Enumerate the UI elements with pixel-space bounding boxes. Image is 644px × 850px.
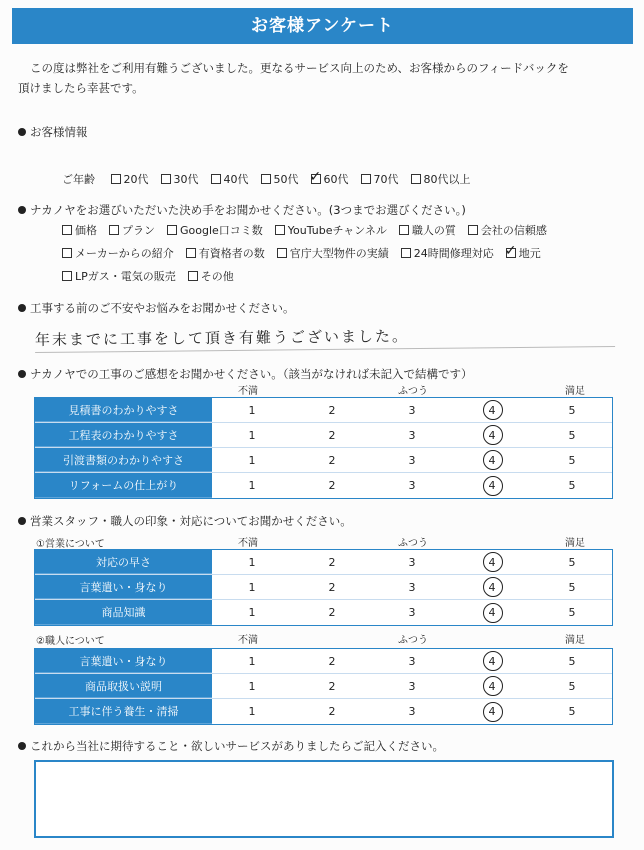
rating-option[interactable]: 2 <box>328 429 336 442</box>
intro-text <box>18 58 630 98</box>
checkbox[interactable] <box>161 174 171 184</box>
checkbox-option[interactable] <box>411 171 471 187</box>
rating-row-label: 見積書のわかりやすさ <box>35 398 212 422</box>
reason-row-2 <box>62 245 553 261</box>
rating-option[interactable]: 4 <box>452 448 532 472</box>
checkbox-option[interactable] <box>399 222 456 238</box>
rating-option[interactable]: 4 <box>452 473 532 498</box>
checkbox-label: 24時間修理対応 <box>413 247 494 260</box>
rating-row <box>35 649 612 674</box>
checkbox-label: 有資格者の数 <box>198 247 265 260</box>
rating-row <box>35 423 612 448</box>
rating-option[interactable]: 5 <box>568 454 576 467</box>
rating-row <box>35 448 612 473</box>
checkbox-label: Google口コミ数 <box>180 224 263 237</box>
rating-option[interactable]: 3 <box>408 429 416 442</box>
rating-option[interactable]: 3 <box>408 556 416 569</box>
rating-option[interactable]: 1 <box>248 556 256 569</box>
rating-row <box>35 473 612 498</box>
rating-row <box>35 699 612 724</box>
sales-table <box>34 549 613 626</box>
rating-option[interactable]: 4 <box>452 575 532 599</box>
rating-option[interactable]: 1 <box>248 581 256 594</box>
scale-mid: ふつう <box>398 635 428 646</box>
checkbox-option[interactable] <box>167 222 263 238</box>
staff-heading: 営業スタッフ・職人の印象・対応についてお聞かせください。 <box>18 513 352 529</box>
checkmark-icon: ✓ <box>504 243 517 259</box>
checkbox[interactable] <box>211 174 221 184</box>
checkbox-option[interactable] <box>311 171 349 187</box>
checkbox[interactable] <box>62 271 72 281</box>
rating-row <box>35 550 612 575</box>
rating-option[interactable]: 5 <box>568 429 576 442</box>
checkbox-option[interactable] <box>111 171 149 187</box>
scale-labels-3 <box>0 631 644 645</box>
rating-option[interactable]: 5 <box>568 680 576 693</box>
concerns-heading: 工事する前のご不安やお悩みをお聞かせください。 <box>18 300 295 316</box>
checkbox[interactable] <box>186 248 196 258</box>
scale-high: 満足 <box>565 538 585 549</box>
checkbox-label: 職人の質 <box>411 224 456 237</box>
checkbox-label: 40代 <box>223 173 249 186</box>
rating-row <box>35 575 612 600</box>
rating-option[interactable]: 5 <box>568 479 576 492</box>
age-label: ご年齢 <box>62 173 95 186</box>
bullet-icon <box>18 517 26 525</box>
checkbox-option[interactable] <box>186 245 265 261</box>
scale-low: 不満 <box>238 386 258 397</box>
intro-line-1: この度は弊社をご利用有難うございました。更なるサービス向上のため、お客様からのフィードバックを <box>30 61 569 75</box>
rating-option[interactable]: 5 <box>568 556 576 569</box>
rating-option[interactable]: 2 <box>328 606 336 619</box>
rating-option[interactable]: 2 <box>328 556 336 569</box>
rating-option[interactable]: 3 <box>408 606 416 619</box>
rating-row <box>35 398 612 423</box>
concerns-answer: 年末までに工事をして頂き有難うございました。 <box>35 323 615 353</box>
checkbox[interactable] <box>62 248 72 258</box>
rating-option[interactable]: 5 <box>568 606 576 619</box>
checkbox-label: YouTubeチャンネル <box>287 224 387 237</box>
rating-option[interactable]: 5 <box>568 404 576 417</box>
rating-row-label: 工程表のわかりやすさ <box>35 423 212 447</box>
checkbox-option[interactable] <box>62 268 176 284</box>
rating-option[interactable]: 4 <box>452 550 532 574</box>
reason-heading: ナカノヤをお選びいただいた決め手をお聞かせください。(3つまでお選びください。) <box>18 202 466 218</box>
rating-row-label: 言葉遣い・身なり <box>35 649 212 673</box>
checkbox-label: 地元 <box>518 247 541 260</box>
rating-row-label: リフォームの仕上がり <box>35 473 212 498</box>
checkbox-label: 官庁大型物件の実績 <box>289 247 389 260</box>
checkbox[interactable] <box>261 174 271 184</box>
scale-low: 不満 <box>238 538 258 549</box>
checkbox[interactable] <box>277 248 287 258</box>
rating-option[interactable]: 5 <box>568 705 576 718</box>
checkbox-label: 50代 <box>273 173 299 186</box>
rating-option[interactable]: 2 <box>328 655 336 668</box>
checkbox-option[interactable] <box>161 171 199 187</box>
customer-info-heading: お客様情報 <box>18 124 88 140</box>
checkbox[interactable] <box>411 174 421 184</box>
checkbox[interactable] <box>111 174 121 184</box>
rating-option[interactable]: 1 <box>248 680 256 693</box>
rating-option[interactable]: 4 <box>452 649 532 673</box>
rating-option[interactable]: 4 <box>452 423 532 447</box>
checkbox-option[interactable] <box>188 268 234 284</box>
rating-option[interactable]: 3 <box>408 705 416 718</box>
rating-option[interactable]: 1 <box>248 404 256 417</box>
rating-option[interactable]: 2 <box>328 705 336 718</box>
checkbox-option[interactable] <box>62 222 97 238</box>
craft-table <box>34 648 613 725</box>
survey-title: お客様アンケート <box>12 8 633 44</box>
checkbox-label: 会社の信頼感 <box>480 224 547 237</box>
checkmark-icon: ✓ <box>309 169 322 185</box>
reason-row-3 <box>62 268 246 284</box>
rating-option[interactable]: 1 <box>248 429 256 442</box>
checkbox-label: メーカーからの紹介 <box>75 247 174 260</box>
rating-option[interactable]: 5 <box>568 655 576 668</box>
checkbox[interactable] <box>399 225 409 235</box>
sales-subtitle: ①営業について <box>36 539 105 550</box>
rating-option[interactable]: 1 <box>248 479 256 492</box>
checkbox-label: その他 <box>200 270 234 283</box>
impression-table <box>34 397 613 499</box>
checkbox-option[interactable] <box>401 245 494 261</box>
checkbox-option[interactable] <box>506 245 541 261</box>
checkbox-checked[interactable] <box>309 169 322 185</box>
bullet-icon <box>18 206 26 214</box>
bullet-icon <box>18 304 26 312</box>
checkbox[interactable] <box>401 248 411 258</box>
rating-option[interactable]: 2 <box>328 454 336 467</box>
age-row <box>62 171 483 187</box>
rating-row-label: 商品取扱い説明 <box>35 674 212 698</box>
scale-high: 満足 <box>565 635 585 646</box>
rating-option[interactable]: 4 <box>452 699 532 724</box>
scale-mid: ふつう <box>398 386 428 397</box>
checkbox-option[interactable] <box>211 171 249 187</box>
rating-option[interactable]: 2 <box>328 479 336 492</box>
rating-option[interactable]: 3 <box>408 655 416 668</box>
rating-row-label: 工事に伴う養生・清掃 <box>35 699 212 724</box>
scale-labels-2 <box>0 534 644 548</box>
scale-labels-1 <box>0 382 644 396</box>
bullet-icon <box>18 128 26 136</box>
rating-option[interactable]: 4 <box>452 600 532 625</box>
checkbox-label: 価格 <box>75 224 97 237</box>
rating-option[interactable]: 1 <box>248 705 256 718</box>
checkbox[interactable] <box>62 225 72 235</box>
checkbox-option[interactable] <box>62 245 174 261</box>
checkbox-label: LPガス・電気の販売 <box>75 270 176 283</box>
rating-option[interactable]: 3 <box>408 454 416 467</box>
intro-line-2: 頂けましたら幸甚です。 <box>18 81 144 95</box>
reason-row-1 <box>62 222 559 238</box>
rating-row <box>35 600 612 625</box>
checkbox-label: 70代 <box>373 173 399 186</box>
rating-option[interactable]: 1 <box>248 655 256 668</box>
checkbox-option[interactable] <box>109 222 155 238</box>
craft-subtitle: ②職人について <box>36 636 105 647</box>
rating-option[interactable]: 1 <box>248 454 256 467</box>
checkbox-option[interactable] <box>277 245 389 261</box>
bullet-icon <box>18 742 26 750</box>
checkbox-option[interactable] <box>468 222 547 238</box>
checkbox[interactable] <box>275 225 285 235</box>
rating-option[interactable]: 3 <box>408 680 416 693</box>
checkbox-label: 20代 <box>123 173 149 186</box>
rating-row-label: 言葉遣い・身なり <box>35 575 212 599</box>
rating-option[interactable]: 3 <box>408 404 416 417</box>
checkbox-checked[interactable] <box>504 243 517 259</box>
rating-option[interactable]: 3 <box>408 479 416 492</box>
rating-option[interactable]: 3 <box>408 581 416 594</box>
rating-option[interactable]: 5 <box>568 581 576 594</box>
rating-option[interactable]: 2 <box>328 680 336 693</box>
checkbox[interactable] <box>167 225 177 235</box>
scale-low: 不満 <box>238 635 258 646</box>
checkbox[interactable] <box>188 271 198 281</box>
checkbox[interactable] <box>361 174 371 184</box>
checkbox-label: 80代以上 <box>423 173 471 186</box>
rating-option[interactable]: 2 <box>328 581 336 594</box>
checkbox-label: プラン <box>122 224 155 237</box>
rating-option[interactable]: 2 <box>328 404 336 417</box>
expectations-textarea[interactable] <box>34 760 614 838</box>
checkbox-label: 60代 <box>323 173 349 186</box>
rating-row-label: 対応の早さ <box>35 550 212 574</box>
checkbox-option[interactable] <box>361 171 399 187</box>
rating-row-label: 引渡書類のわかりやすさ <box>35 448 212 472</box>
expectations-heading: これから当社に期待すること・欲しいサービスがありましたらご記入ください。 <box>18 738 444 754</box>
scale-high: 満足 <box>565 386 585 397</box>
checkbox-option[interactable] <box>275 222 387 238</box>
checkbox[interactable] <box>468 225 478 235</box>
rating-row-label: 商品知識 <box>35 600 212 625</box>
checkbox-option[interactable] <box>261 171 299 187</box>
checkbox-label: 30代 <box>173 173 199 186</box>
rating-row <box>35 674 612 699</box>
rating-option[interactable]: 1 <box>248 606 256 619</box>
impression-heading: ナカノヤでの工事のご感想をお聞かせください。（該当がなければ未記入で結構です） <box>18 366 473 382</box>
checkbox[interactable] <box>109 225 119 235</box>
bullet-icon <box>18 370 26 378</box>
rating-option[interactable]: 4 <box>452 674 532 698</box>
rating-option[interactable]: 4 <box>452 398 532 422</box>
scale-mid: ふつう <box>398 538 428 549</box>
